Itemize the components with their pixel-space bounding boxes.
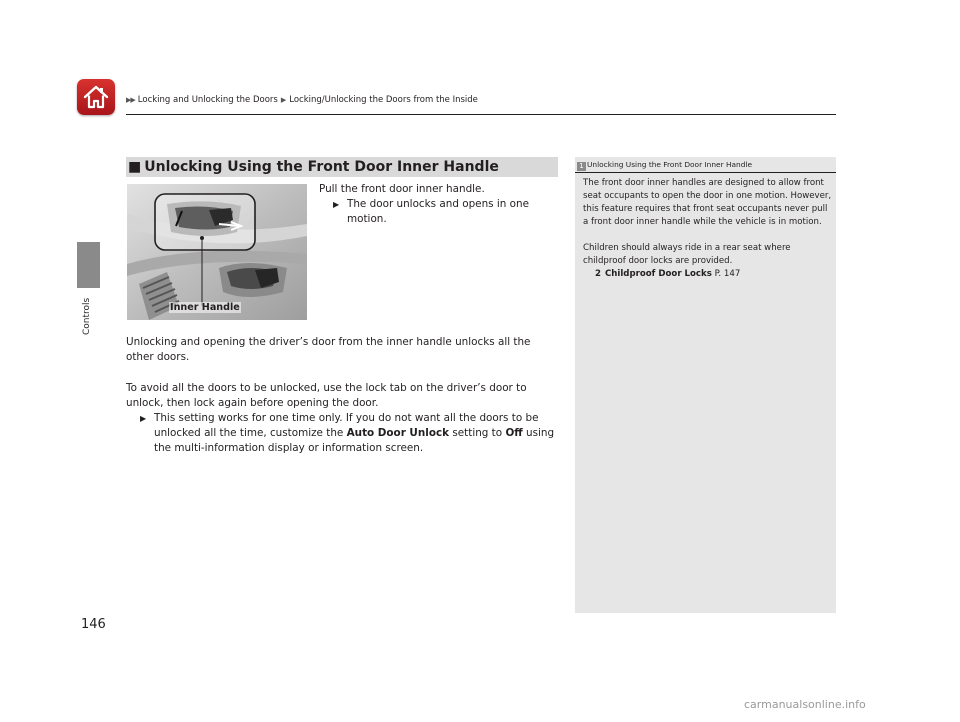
step-result [333,197,559,227]
sub-marker-icon: ▶ [140,414,147,423]
auto-door-unlock-setting: Auto Door Unlock [346,427,450,439]
breadcrumb-item-locking-unlocking[interactable]: Locking and Unlocking the Doors [137,95,278,105]
step-result-text: The door unlocks and opens in one motion. [347,198,529,225]
avoid-unlock-text: To avoid all the doors to be unlocked, use the lock tab on the driver’s door to unlock, then lock again before opening the door. [126,382,527,409]
section-title: Unlocking Using the Front Door Inner Handle [144,159,499,175]
driver-door-paragraph: Unlocking and opening the driver’s door from the inner handle unlocks all the other doors. [126,336,531,363]
breadcrumb-separator-icon: ▶ [280,96,287,104]
header-divider [126,114,836,115]
setting-note [140,411,560,456]
avoid-unlock-paragraph [126,381,560,456]
side-note-box [575,157,836,613]
childproof-door-locks-link[interactable]: 2 Childproof Door Locks P. 147 [595,269,741,279]
note-paragraph-2: Children should always ride in a rear seat where childproof door locks are provided. [583,243,791,266]
door-handle-photo [127,184,307,320]
section-header [126,157,558,177]
sub-marker-icon: ▶ [333,200,340,209]
note-index-icon: 1 [577,162,586,171]
side-tab-marker [77,242,100,288]
note-title: 1 Unlocking Using the Front Door Inner Handle [575,157,836,173]
page-number: 146 [81,617,106,632]
note-paragraph-1: The front door inner handles are designed to allow front seat occupants to open the door in one motion. However, this feature requires that front seat occupants never pull a front door inner handle while the vehicle is in motion. [583,178,832,227]
step-instruction [319,182,559,227]
off-value: Off [505,427,523,439]
step-text: Pull the front door inner handle. [319,183,485,195]
note-body [583,177,833,281]
breadcrumb-item-from-inside[interactable]: Locking/Unlocking the Doors from the Inside [289,95,478,105]
reference-arrow-icon: 2 [595,269,601,279]
inner-handle-callout: Inner Handle [170,302,240,313]
section-marker-icon: ■ [128,159,142,175]
setting-note-text: This setting works for one time only. If you do not want all the doors to be unlocked all the time, customize the Auto Door Unlock setting to Off using the multi-information display or information screen. [154,412,555,454]
breadcrumb-prefix-icon: ▶▶ [126,96,135,104]
home-icon [82,83,110,111]
side-tab-label: Controls [82,298,92,336]
home-button[interactable] [77,79,115,115]
watermark: carmanualsonline.info [744,698,866,711]
breadcrumb [126,95,478,105]
